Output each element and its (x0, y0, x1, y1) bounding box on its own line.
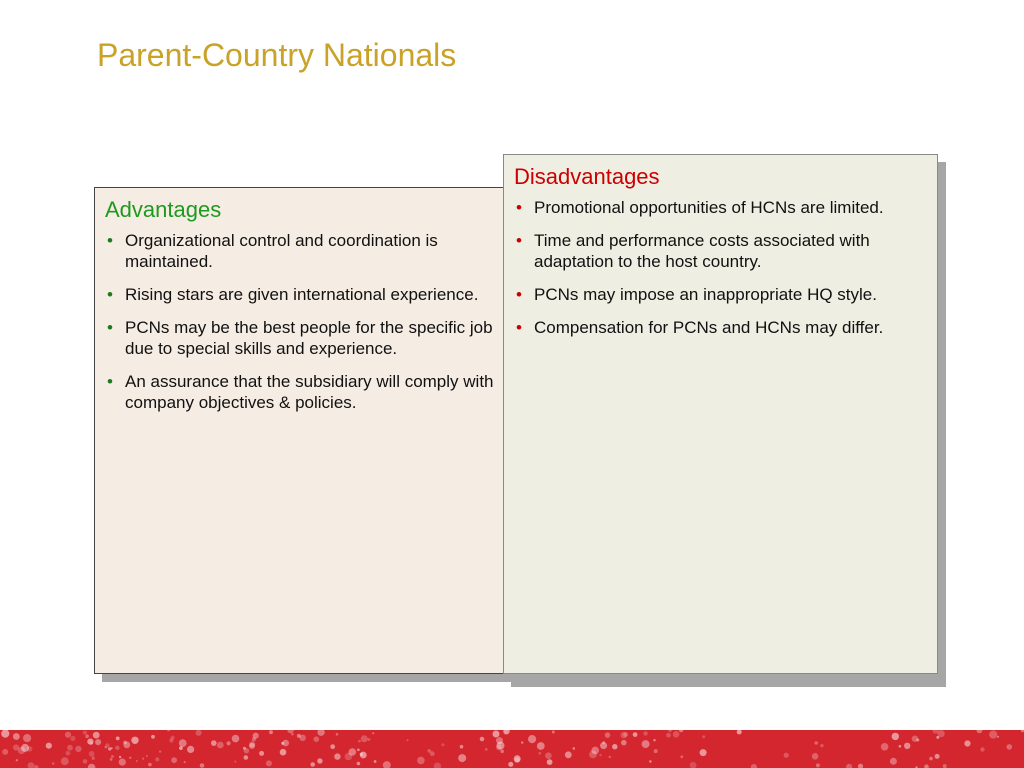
footer-dot (184, 761, 186, 763)
footer-dot (673, 731, 680, 738)
footer-dot (565, 751, 572, 758)
footer-dot (480, 737, 485, 742)
footer-dot (92, 757, 95, 760)
footer-dot (360, 753, 363, 756)
footer-dot (75, 746, 81, 752)
footer-dot (67, 745, 73, 751)
list-item (105, 371, 497, 413)
footer-dot (602, 741, 605, 744)
bullet-dot-icon: • (107, 285, 113, 305)
footer-dot-pattern (0, 730, 1024, 768)
footer-dot (700, 749, 707, 756)
footer-dot (417, 757, 425, 765)
disadvantages-content (514, 165, 929, 350)
footer-dot (116, 737, 120, 741)
footer-dot (547, 759, 553, 765)
footer-dot (61, 757, 69, 765)
footer-dot (93, 732, 100, 739)
footer-dot (66, 751, 71, 756)
footer-dot (989, 731, 997, 739)
footer-dot (357, 749, 360, 752)
list-item-text: An assurance that the subsidiary will comply with company objectives & policies. (125, 372, 494, 413)
footer-dot (846, 764, 852, 768)
footer-dot (812, 753, 819, 760)
footer-dot (171, 757, 177, 763)
footer-dot (16, 759, 18, 761)
footer-dot (249, 743, 255, 749)
footer-dot (46, 743, 52, 749)
footer-dot (227, 741, 231, 745)
footer-dot (243, 747, 246, 750)
footer-dot (545, 752, 552, 759)
footer-dot (679, 730, 683, 732)
footer-dot (336, 733, 339, 736)
footer-dot (514, 758, 520, 764)
footer-dot (977, 730, 983, 733)
footer-dot (643, 731, 647, 735)
list-item-text: PCNs may be the best people for the specific job due to special skills and experience. (125, 318, 493, 359)
footer-dot (890, 758, 897, 765)
footer-dot (317, 730, 324, 736)
advantages-content (105, 198, 497, 425)
bullet-dot-icon: • (107, 372, 113, 392)
footer-dot (485, 748, 488, 751)
footer-dot (123, 741, 127, 745)
footer-dot (649, 760, 651, 762)
footer-dot (136, 760, 138, 762)
footer-dot (537, 742, 545, 750)
footer-dot (334, 753, 340, 759)
footer-dot (434, 763, 441, 768)
footer-dot (28, 762, 35, 768)
bullet-dot-icon: • (516, 231, 522, 251)
footer-dot (361, 735, 368, 742)
footer-dot (500, 750, 504, 754)
footer-dot (88, 764, 96, 768)
footer-dot (83, 731, 87, 735)
footer-dot (496, 737, 503, 744)
footer-decorative-band (0, 730, 1024, 768)
footer-dot (108, 747, 111, 750)
footer-dot (653, 739, 655, 741)
list-item (105, 317, 497, 359)
footer-dot (70, 736, 75, 741)
footer-dot (816, 763, 820, 767)
list-item (514, 317, 929, 338)
footer-dot (892, 733, 899, 740)
footer-dot (943, 764, 947, 768)
footer-dot (2, 749, 8, 755)
footer-dot (521, 741, 523, 743)
footer-dot (244, 755, 249, 760)
disadvantages-list (514, 197, 929, 338)
footer-dot (460, 745, 464, 749)
footer-dot (65, 732, 71, 738)
advantages-box (94, 187, 506, 674)
advantages-list (105, 230, 497, 413)
footer-dot (820, 744, 823, 747)
footer-dot (929, 757, 933, 761)
footer-dot (407, 739, 409, 741)
footer-dot (642, 740, 650, 748)
footer-dot (119, 756, 121, 758)
footer-dot (13, 744, 19, 750)
list-item-text: Promotional opportunities of HCNs are limited. (534, 198, 884, 218)
footer-dot (666, 733, 671, 738)
footer-dot (200, 763, 205, 768)
footer-dot (280, 749, 287, 756)
footer-dot (131, 737, 138, 744)
footer-dot (52, 762, 55, 765)
footer-dot (573, 747, 575, 749)
footer-dot (357, 762, 361, 766)
footer-dot (151, 735, 155, 739)
footer-dot (1007, 744, 1013, 750)
footer-dot (591, 747, 599, 755)
footer-dot (259, 751, 264, 756)
footer-dot (633, 732, 638, 737)
footer-dot (374, 760, 377, 763)
footer-dot (90, 742, 93, 745)
footer-dot (997, 736, 999, 738)
footer-dot (129, 757, 131, 759)
footer-dot (605, 732, 611, 738)
footer-dot (281, 742, 284, 745)
footer-dot (680, 755, 683, 758)
footer-dot (300, 735, 306, 741)
footer-dot (980, 747, 984, 751)
footer-dot (904, 743, 910, 749)
footer-dot (612, 744, 617, 749)
list-item-text: PCNs may impose an inappropriate HQ style. (534, 285, 877, 305)
footer-dot (179, 746, 183, 750)
footer-dot (253, 733, 259, 739)
footer-dot (552, 731, 555, 734)
footer-dot (441, 743, 444, 746)
footer-dot (358, 740, 361, 743)
footer-dot (234, 761, 236, 763)
footer-dot (881, 743, 889, 751)
footer-dot (458, 754, 466, 762)
footer-dot (142, 758, 144, 760)
footer-dot (751, 764, 757, 768)
footer-dot (89, 751, 95, 757)
footer-dot (187, 746, 194, 753)
footer-dot (196, 730, 202, 736)
footer-dot (169, 738, 173, 742)
bullet-dot-icon: • (516, 198, 522, 218)
footer-dot (13, 733, 20, 740)
footer-dot (621, 740, 627, 746)
footer-dot (105, 746, 107, 748)
footer-dot (493, 731, 500, 738)
footer-dot (317, 758, 322, 763)
footer-dot (912, 736, 918, 742)
footer-dot (167, 730, 170, 731)
bullet-dot-icon: • (516, 318, 522, 338)
footer-dot (119, 759, 126, 766)
footer-dot (95, 739, 101, 745)
footer-dot (669, 730, 672, 732)
footer-dot (232, 735, 240, 743)
footer-dot (148, 763, 152, 767)
list-item (105, 284, 497, 305)
list-item (514, 197, 929, 218)
bullet-dot-icon: • (107, 318, 113, 338)
list-item-text: Rising stars are given international experience. (125, 285, 479, 305)
disadvantages-heading: Disadvantages (514, 164, 660, 189)
footer-dot (179, 739, 187, 747)
footer-dot (539, 752, 542, 755)
footer-dot (899, 745, 902, 748)
footer-dot (964, 740, 970, 746)
footer-dot (935, 754, 940, 759)
footer-dot (924, 764, 929, 768)
footer-dot (155, 757, 159, 761)
bullet-dot-icon: • (107, 231, 113, 251)
footer-dot (430, 751, 435, 756)
footer-dot (508, 762, 513, 767)
advantages-heading: Advantages (105, 197, 222, 222)
footer-dot (654, 749, 658, 753)
footer-dot (702, 735, 705, 738)
footer-dot (21, 744, 29, 752)
footer-dot (111, 755, 114, 758)
slide-title: Parent-Country Nationals (97, 37, 457, 73)
footer-dot (314, 736, 320, 742)
list-item-text: Time and performance costs associated with adaptation to the host country. (534, 231, 870, 272)
footer-dot (599, 754, 602, 757)
footer-dot (345, 753, 353, 761)
footer-dot (266, 760, 272, 766)
footer-dot (159, 750, 161, 752)
footer-dot (115, 746, 119, 750)
bullet-dot-icon: • (516, 285, 522, 305)
footer-dot (269, 730, 273, 734)
list-item (105, 230, 497, 272)
footer-dot (814, 741, 818, 745)
footer-dot (85, 734, 89, 738)
footer-dot (310, 762, 315, 767)
footer-dot (23, 734, 31, 742)
footer-dot (528, 735, 536, 743)
footer-dot (609, 756, 611, 758)
footer-dot (330, 744, 335, 749)
footer-dot (690, 762, 697, 768)
list-item-text: Organizational control and coordination is maintained. (125, 231, 438, 272)
footer-dot (1, 730, 9, 738)
list-item (514, 230, 929, 272)
footer-dot (936, 736, 939, 739)
footer-dot (367, 738, 370, 741)
footer-dot (621, 732, 627, 738)
footer-dot (784, 753, 789, 758)
footer-dot (372, 732, 374, 734)
footer-dot (383, 761, 391, 768)
footer-dot (211, 740, 217, 746)
footer-dot (737, 730, 742, 735)
footer-dot (858, 764, 863, 768)
list-item-text: Compensation for PCNs and HCNs may differ. (534, 318, 884, 338)
footer-dot (217, 742, 224, 749)
footer-dot (83, 759, 88, 764)
footer-dot (110, 758, 113, 761)
disadvantages-box (503, 154, 938, 674)
list-item (514, 284, 929, 305)
footer-dot (146, 755, 148, 757)
footer-dot (291, 733, 294, 736)
